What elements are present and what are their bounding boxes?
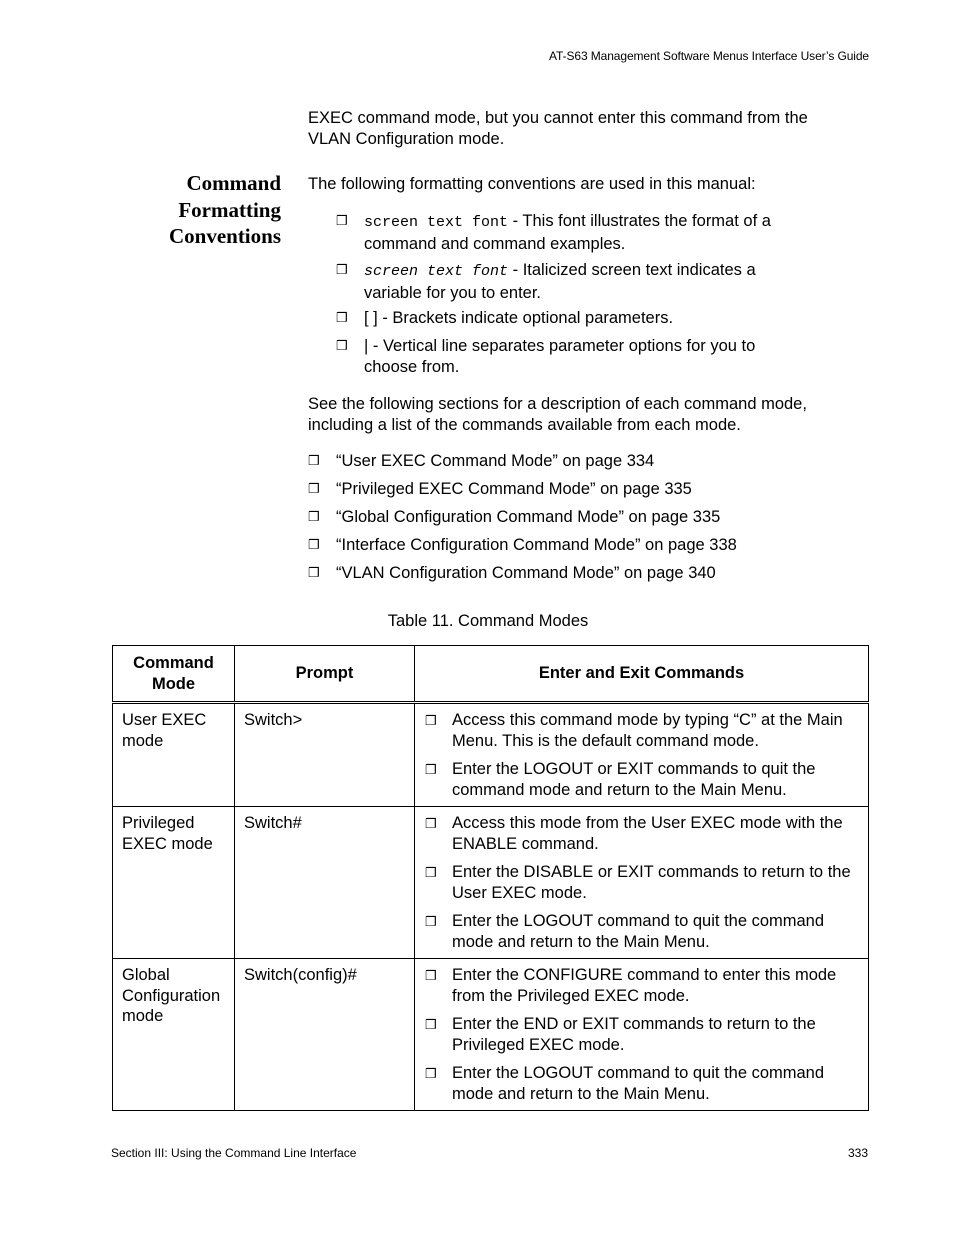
table-header-row xyxy=(113,646,869,703)
commands-cell xyxy=(415,703,869,807)
commands-cell xyxy=(415,959,869,1111)
table-row xyxy=(113,703,869,807)
column-header-prompt: Prompt xyxy=(235,646,415,703)
mode-cell: Privileged EXEC mode xyxy=(113,807,235,959)
code-sample: screen text font xyxy=(364,214,509,231)
checkbox-bullet-icon: ❒ xyxy=(308,481,320,496)
heading-line: Formatting xyxy=(178,197,281,222)
mode-link[interactable]: “User EXEC Command Mode” on page 334 xyxy=(336,452,655,470)
checkbox-bullet-icon: ❒ xyxy=(308,565,320,580)
checkbox-bullet-icon: ❒ xyxy=(336,338,348,353)
command-text: Enter the END or EXIT commands to return to the Privileged EXEC mode. xyxy=(452,1015,816,1054)
checkbox-bullet-icon: ❒ xyxy=(425,816,437,831)
code-sample-italic: screen text font xyxy=(364,263,509,280)
checkbox-bullet-icon: ❒ xyxy=(336,310,348,325)
intro-paragraph: EXEC command mode, but you cannot enter this command from the VLAN Configuration mode. xyxy=(308,109,808,148)
heading-line: Conventions xyxy=(168,224,281,248)
mode-link[interactable]: “Global Configuration Command Mode” on page 335 xyxy=(336,508,721,526)
mode-cell: Global Configuration mode xyxy=(113,959,235,1111)
table-row xyxy=(113,807,869,959)
checkbox-bullet-icon: ❒ xyxy=(308,453,320,468)
heading-line: Command xyxy=(186,171,281,195)
checkbox-bullet-icon: ❒ xyxy=(425,713,437,728)
commands-cell xyxy=(415,807,869,959)
checkbox-bullet-icon: ❒ xyxy=(425,968,437,983)
convention-text: - This font illustrates the format of a command and command examples. xyxy=(364,212,771,253)
command-item xyxy=(424,965,860,1006)
page-number: 333 xyxy=(847,1146,868,1160)
prompt-cell: Switch# xyxy=(235,807,415,959)
command-item xyxy=(424,813,860,854)
command-text: Access this mode from the User EXEC mode with the ENABLE command. xyxy=(452,814,843,853)
checkbox-bullet-icon: ❒ xyxy=(425,1066,437,1081)
command-item xyxy=(424,710,860,751)
checkbox-bullet-icon: ❒ xyxy=(425,914,437,929)
mode-link[interactable]: “Interface Configuration Command Mode” on page 338 xyxy=(336,536,737,554)
command-modes-table xyxy=(112,645,869,1111)
command-text: Enter the LOGOUT or EXIT commands to quit the command mode and return to the Main Menu. xyxy=(452,760,816,799)
mode-link[interactable]: “VLAN Configuration Command Mode” on page 340 xyxy=(336,564,716,582)
mode-link[interactable]: “Privileged EXEC Command Mode” on page 335 xyxy=(336,480,692,498)
table-row xyxy=(113,959,869,1111)
table-caption: Table 11. Command Modes xyxy=(387,612,589,630)
command-item xyxy=(424,862,860,903)
command-item xyxy=(424,1014,860,1055)
see-paragraph: See the following sections for a description of each command mode, including a list of the commands available from each mode. xyxy=(308,395,807,434)
checkbox-bullet-icon: ❒ xyxy=(308,537,320,552)
column-header-commands: Enter and Exit Commands xyxy=(415,646,869,703)
command-item xyxy=(424,1063,860,1104)
section-heading xyxy=(120,170,281,250)
checkbox-bullet-icon: ❒ xyxy=(336,262,348,277)
checkbox-bullet-icon: ❒ xyxy=(425,1017,437,1032)
prompt-cell: Switch> xyxy=(235,703,415,807)
convention-text: - Italicized screen text indicates a variable for you to enter. xyxy=(364,261,756,302)
command-item xyxy=(424,911,860,952)
prompt-cell: Switch(config)# xyxy=(235,959,415,1111)
checkbox-bullet-icon: ❒ xyxy=(425,762,437,777)
page-header: AT-S63 Management Software Menus Interface User’s Guide xyxy=(549,49,869,63)
convention-text: [ ] - Brackets indicate optional parameters. xyxy=(364,309,674,327)
checkbox-bullet-icon: ❒ xyxy=(425,865,437,880)
column-header-mode: Command Mode xyxy=(113,646,235,703)
checkbox-bullet-icon: ❒ xyxy=(308,509,320,524)
checkbox-bullet-icon: ❒ xyxy=(336,213,348,228)
mode-cell: User EXEC mode xyxy=(113,703,235,807)
footer-section: Section III: Using the Command Line Interface xyxy=(111,1146,357,1160)
command-text: Enter the CONFIGURE command to enter this mode from the Privileged EXEC mode. xyxy=(452,966,837,1005)
command-text: Access this command mode by typing “C” at the Main Menu. This is the default command mode. xyxy=(452,711,843,750)
section-intro: The following formatting conventions are used in this manual: xyxy=(308,175,756,193)
command-item xyxy=(424,759,860,800)
command-text: Enter the LOGOUT command to quit the command mode and return to the Main Menu. xyxy=(452,912,825,951)
command-text: Enter the LOGOUT command to quit the command mode and return to the Main Menu. xyxy=(452,1064,825,1103)
command-text: Enter the DISABLE or EXIT commands to return to the User EXEC mode. xyxy=(452,863,851,902)
convention-text: | - Vertical line separates parameter options for you to choose from. xyxy=(364,337,756,376)
